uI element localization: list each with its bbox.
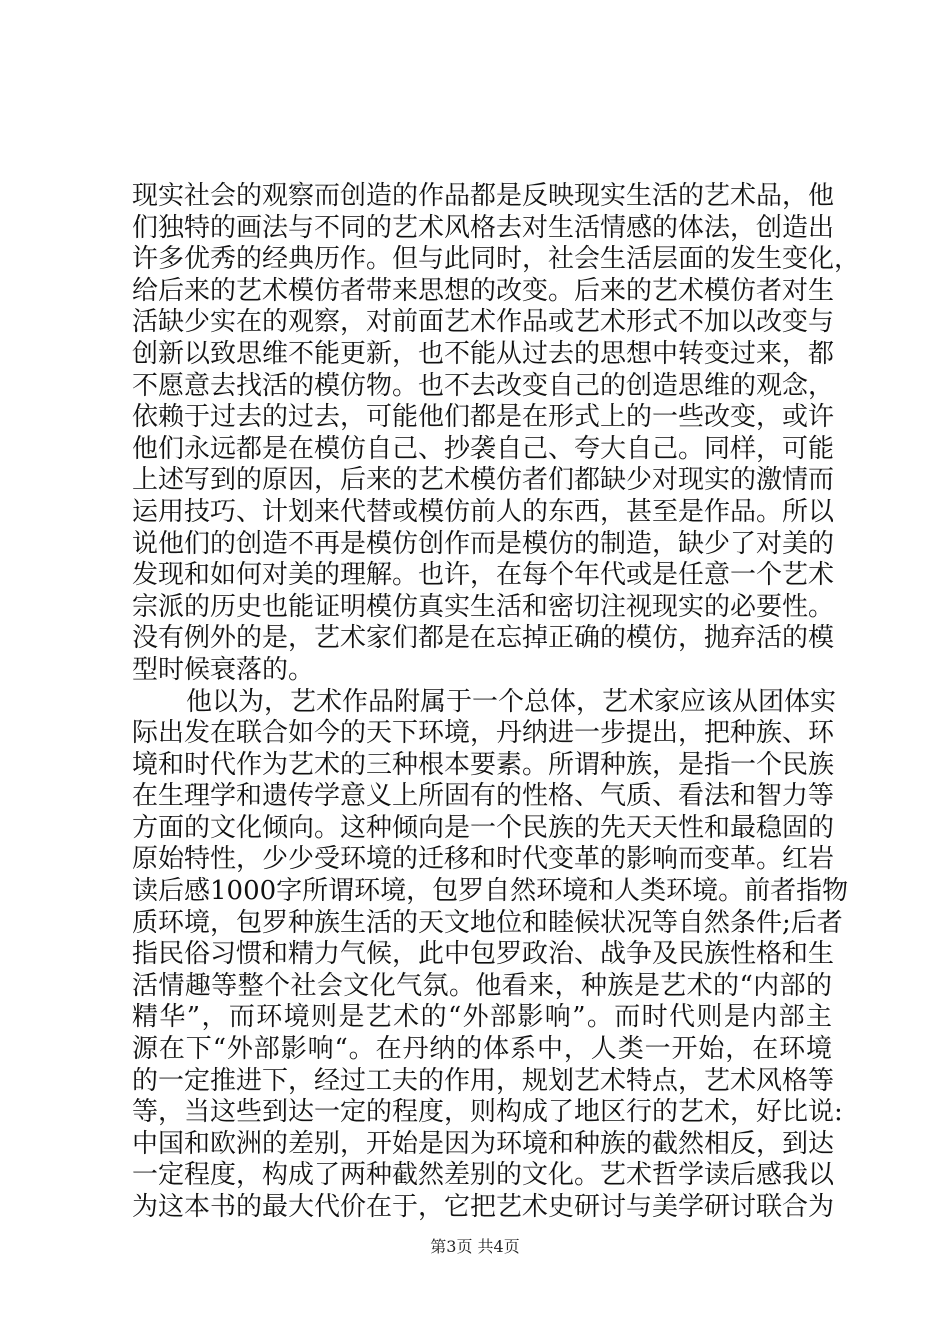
page-footer: 第3页 共4页 — [430, 1237, 520, 1256]
body-text — [132, 181, 861, 1224]
text-line: 依赖于过去的过去，可能他们都是在形式上的一些改变，或许 — [132, 402, 835, 433]
text-line: 一定程度，构成了两种截然差别的文化。艺术哲学读后感我以 — [132, 1160, 835, 1191]
text-line: 活缺少实在的观察，对前面艺术作品或艺术形式不加以改变与 — [132, 307, 835, 338]
text-line: 原始特性，少少受环境的迁移和时代变革的影响而变革。红岩 — [132, 844, 835, 875]
paragraph — [132, 181, 861, 687]
text-line: 现实社会的观察而创造的作品都是反映现实生活的艺术品，他 — [132, 181, 835, 211]
text-line: 在生理学和遗传学意义上所固有的性格、气质、看法和智力等 — [132, 781, 835, 812]
text-line: 型时候衰落的。 — [132, 654, 315, 685]
text-line: 给后来的艺术模仿者带来思想的改变。后来的艺术模仿者对生 — [132, 275, 835, 306]
paragraph — [132, 686, 849, 1224]
text-line: 等，当这些到达一定的程度，则构成了地区行的艺术，好比说: — [132, 1097, 843, 1128]
text-line: 上述写到的原因，后来的艺术模仿者们都缺少对现实的激情而 — [132, 465, 835, 496]
text-line: 他们永远都是在模仿自己、抄袭自己、夸大自己。同样，可能 — [132, 433, 835, 464]
text-line: 们独特的画法与不同的艺术风格去对生活情感的体法，创造出 — [132, 212, 835, 243]
text-line: 许多优秀的经典历作。但与此同时，社会生活层面的发生变化， — [132, 244, 861, 275]
text-line: 的一定推进下，经过工夫的作用，规划艺术特点，艺术风格等 — [132, 1065, 835, 1096]
text-line: 运用技巧、计划来代替或模仿前人的东西，甚至是作品。所以 — [132, 496, 835, 527]
text-line: 精华”，而环境则是艺术的“外部影响”。而时代则是内部主 — [132, 1002, 832, 1033]
text-line: 指民俗习惯和精力气候，此中包罗政治、战争及民族性格和生 — [132, 939, 835, 970]
text-line: 发现和如何对美的理解。也许，在每个年代或是任意一个艺术 — [132, 560, 835, 591]
text-line: 宗派的历史也能证明模仿真实生活和密切注视现实的必要性。 — [132, 591, 835, 622]
text-line: 说他们的创造不再是模仿创作而是模仿的制造，缺少了对美的 — [132, 528, 835, 559]
text-line: 境和时代作为艺术的三种根本要素。所谓种族，是指一个民族 — [132, 749, 835, 780]
text-line: 他以为，艺术作品附属于一个总体，艺术家应该从团体实 — [186, 686, 837, 717]
text-line: 没有例外的是，艺术家们都是在忘掉正确的模仿，抛弃活的模 — [132, 623, 835, 654]
text-line: 中国和欧洲的差别，开始是因为环境和种族的截然相反，到达 — [132, 1128, 835, 1159]
text-line: 活情趣等整个社会文化气氛。他看来，种族是艺术的“内部的 — [132, 970, 832, 1001]
text-line: 不愿意去找活的模仿物。也不去改变自己的创造思维的观念， — [132, 370, 835, 401]
text-line: 创新以致思维不能更新，也不能从过去的思想中转变过来，都 — [132, 338, 835, 369]
text-line: 质环境，包罗种族生活的天文地位和睦候状况等自然条件;后者 — [132, 907, 843, 938]
text-line: 际出发在联合如今的天下环境，丹纳进一步提出，把种族、环 — [132, 718, 835, 749]
text-line: 读后感1000字所谓环境，包罗自然环境和人类环境。前者指物 — [132, 876, 849, 907]
text-line: 源在下“外部影响“。在丹纳的体系中，人类一开始，在环境 — [132, 1034, 832, 1065]
text-line: 方面的文化倾向。这种倾向是一个民族的先天天性和最稳固的 — [132, 812, 835, 843]
text-line: 为这本书的最大代价在于，它把艺术史研讨与美学研讨联合为 — [132, 1192, 835, 1222]
